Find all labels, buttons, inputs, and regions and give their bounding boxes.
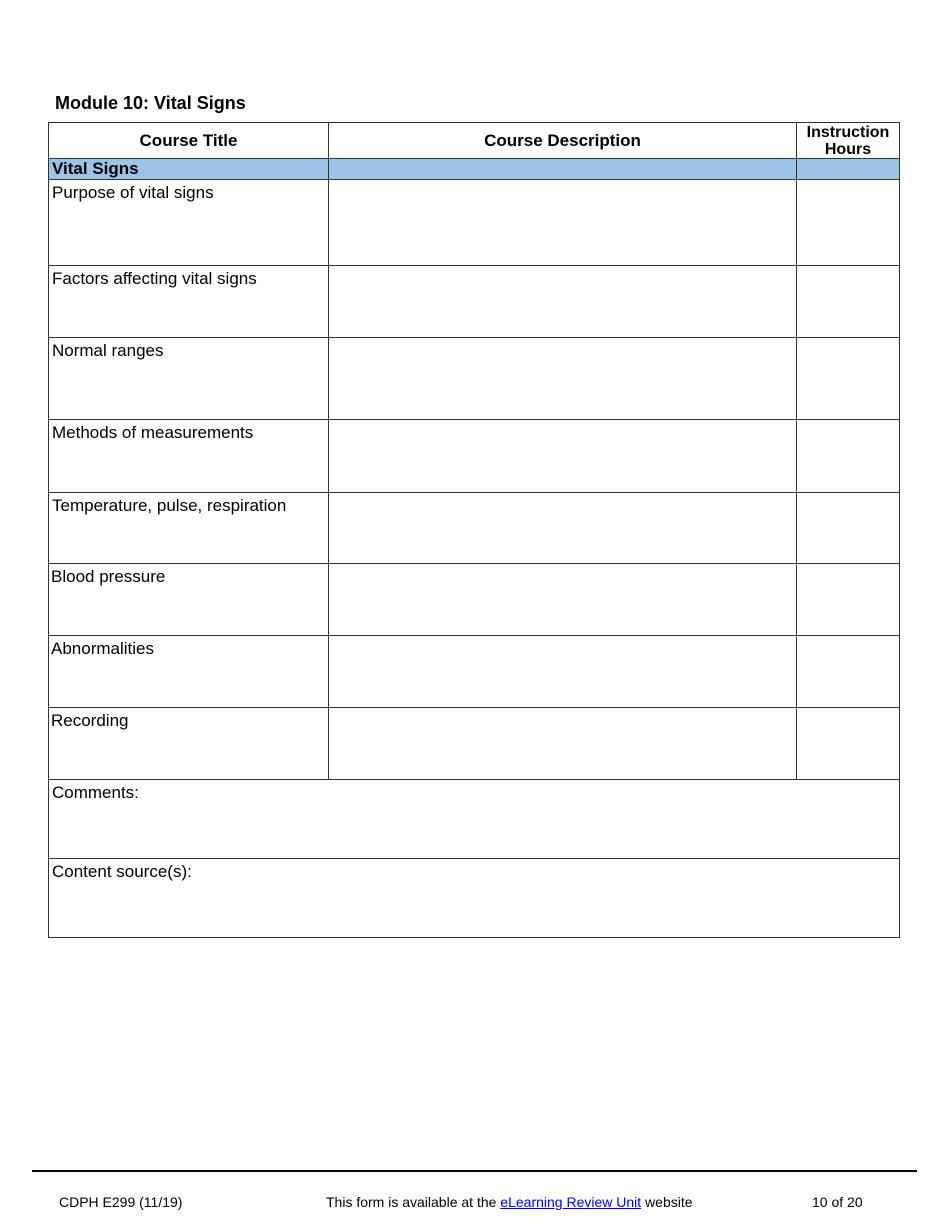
section-description-cell: [329, 159, 797, 180]
content-sources-row: [49, 859, 900, 938]
section-label: Vital Signs: [49, 159, 329, 180]
table-row: [49, 180, 900, 266]
course-title-cell: Recording: [49, 708, 329, 780]
header-course-title: Course Title: [49, 123, 329, 159]
footer-availability-prefix: This form is available at the: [326, 1194, 501, 1210]
comments-field[interactable]: [49, 780, 900, 859]
course-title-cell: Temperature, pulse, respiration: [49, 493, 329, 564]
instruction-hours-cell[interactable]: [797, 493, 900, 564]
course-description-cell[interactable]: [329, 266, 797, 338]
table-row: [49, 420, 900, 493]
course-table: [48, 122, 900, 938]
course-title-cell: Methods of measurements: [49, 420, 329, 493]
comments-label: Comments:: [52, 783, 139, 802]
footer-availability: [326, 1194, 693, 1210]
course-description-cell[interactable]: [329, 493, 797, 564]
course-title-cell: Blood pressure: [49, 564, 329, 636]
table-row: [49, 266, 900, 338]
instruction-hours-cell[interactable]: [797, 266, 900, 338]
header-instruction-hours: [797, 123, 900, 159]
content-sources-field[interactable]: [49, 859, 900, 938]
instruction-hours-cell[interactable]: [797, 420, 900, 493]
table-row: [49, 708, 900, 780]
header-instruction-hours-line2: Hours: [824, 140, 872, 158]
instruction-hours-cell[interactable]: [797, 708, 900, 780]
course-title-cell: Purpose of vital signs: [49, 180, 329, 266]
course-description-cell[interactable]: [329, 420, 797, 493]
table-row: [49, 564, 900, 636]
course-title-cell: Normal ranges: [49, 338, 329, 420]
instruction-hours-cell[interactable]: [797, 180, 900, 266]
table-row: [49, 493, 900, 564]
footer-divider: [32, 1170, 917, 1172]
footer-availability-suffix: website: [641, 1194, 693, 1210]
course-description-cell[interactable]: [329, 180, 797, 266]
header-course-description: Course Description: [329, 123, 797, 159]
course-description-cell[interactable]: [329, 338, 797, 420]
course-title-cell: Abnormalities: [49, 636, 329, 708]
instruction-hours-cell[interactable]: [797, 338, 900, 420]
course-description-cell[interactable]: [329, 636, 797, 708]
comments-row: [49, 780, 900, 859]
table-row: [49, 636, 900, 708]
table-row: [49, 338, 900, 420]
course-description-cell[interactable]: [329, 564, 797, 636]
header-instruction-hours-line1: Instruction: [806, 123, 890, 141]
content-sources-label: Content source(s):: [52, 862, 192, 881]
section-hours-cell: [797, 159, 900, 180]
footer-form-id: CDPH E299 (11/19): [59, 1194, 183, 1210]
footer-page-number: 10 of 20: [812, 1194, 863, 1210]
table-header-row: [49, 123, 900, 159]
course-description-cell[interactable]: [329, 708, 797, 780]
module-title: Module 10: Vital Signs: [55, 93, 246, 113]
instruction-hours-cell[interactable]: [797, 636, 900, 708]
course-title-cell: Factors affecting vital signs: [49, 266, 329, 338]
section-row: [49, 159, 900, 180]
instruction-hours-cell[interactable]: [797, 564, 900, 636]
elearning-review-unit-link[interactable]: eLearning Review Unit: [500, 1194, 642, 1210]
